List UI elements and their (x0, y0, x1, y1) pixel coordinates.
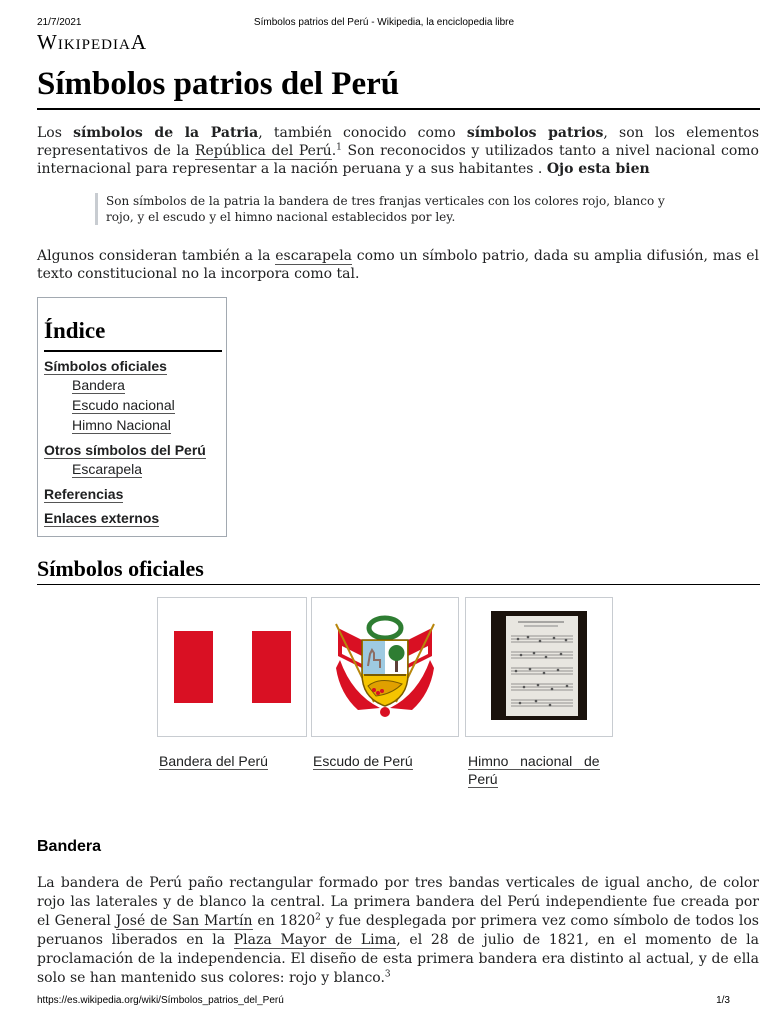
intro-bold-term: símbolos de la Patria (73, 125, 259, 141)
table-of-contents (37, 297, 227, 537)
toc-divider (44, 350, 222, 352)
intro-text: Son reconocidos y utilizados tanto a nivel nacional como internacional para representar a la nación peruana y a sus habitantes . (37, 143, 759, 177)
caption-link: Bandera del Perú (159, 753, 268, 769)
gallery-item-himno[interactable] (465, 597, 613, 737)
wikipedia-wordmark[interactable] (37, 30, 147, 55)
caption-link: Himno nacional de (468, 753, 600, 769)
gallery-caption-escudo[interactable] (313, 752, 413, 770)
gallery-caption-bandera[interactable] (159, 752, 268, 770)
toc-item-label: Himno Nacional (72, 417, 171, 433)
caption-link: Perú (468, 771, 498, 787)
toc-item-simbolos-oficiales[interactable] (44, 358, 167, 374)
gallery-caption-himno[interactable] (468, 752, 609, 788)
reference-3[interactable]: 3 (384, 969, 391, 980)
title-divider (37, 108, 760, 110)
print-page-number: 1/3 (716, 995, 730, 1006)
intro-bold-term: símbolos patrios (466, 125, 604, 141)
toc-title: Índice (44, 318, 106, 343)
himno-sheet-music-image (466, 598, 612, 736)
section-divider (37, 584, 760, 585)
wordmark-first: W (37, 30, 58, 54)
blockquote: Son símbolos de la patria la bandera de tres franjas verticales con los colores rojo, blanco y rojo, y el escudo y el himno nacional establecidos por ley. (95, 193, 686, 225)
toc-item-label: Enlaces externos (44, 510, 160, 526)
toc-item-otros-simbolos[interactable] (44, 442, 206, 458)
wordmark-rest: ikipedia (57, 30, 131, 54)
escarapela-paragraph (37, 247, 759, 283)
para-text: y fue desplegada por primera vez como símbolo de todos los peruanos liberados en la (37, 913, 759, 948)
toc-item-enlaces-externos[interactable] (44, 510, 159, 526)
print-date: 21/7/2021 (37, 17, 82, 28)
page-title: Símbolos patrios del Perú (37, 66, 400, 102)
toc-item-bandera[interactable] (72, 377, 125, 393)
print-url: https://es.wikipedia.org/wiki/Símbolos_patrios_del_Perú (37, 995, 284, 1006)
link-plaza-mayor-de-lima[interactable]: Plaza Mayor de Lima (233, 932, 397, 948)
subsection-heading-bandera: Bandera (37, 838, 102, 855)
link-jose-de-san-martin[interactable]: José de San Martín (115, 913, 253, 929)
toc-item-label: Escudo nacional (72, 397, 175, 413)
intro-text: Los (37, 125, 74, 141)
toc-item-label: Símbolos oficiales (44, 358, 167, 374)
intro-text: , son los elementos representativos de la (37, 125, 759, 159)
intro-text: , también conocido como (258, 125, 467, 141)
peru-flag-image (158, 598, 306, 736)
para-text: Algunos consideran también a la (37, 248, 276, 264)
para-text: , el 28 de julio de 1821, en el momento de la proclamación de la independencia. El diseño de esta primera bandera era distinto al actual, y de ella solo se han mantenido sus colores: rojo y blanco. (37, 932, 759, 986)
wordmark-last: A (130, 30, 147, 54)
link-republica-del-peru[interactable]: República del Perú (194, 143, 332, 159)
para-text: La bandera de Perú paño rectangular formado por tres bandas verticales de igual ancho, de color rojo las laterales y de blanco la central. La primera bandera del Perú independiente fue creada por el General (37, 875, 759, 929)
peru-coat-of-arms-image (312, 598, 458, 736)
reference-1[interactable]: 1 (336, 142, 342, 153)
section-heading-simbolos-oficiales: Símbolos oficiales (37, 556, 204, 581)
intro-bold-note: Ojo esta bien (546, 161, 650, 177)
reference-2[interactable]: 2 (315, 912, 321, 923)
intro-paragraph: Los símbolos de la Patria, también conocido como símbolos patrios, son los elementos representativos de la República del Perú.$^1$ Son reconocidos y utilizados tanto a nivel nacional como internacional para representar a la nación peruana y a sus habitantes . Ojo esta bien (37, 125, 759, 177)
bandera-paragraph (37, 874, 759, 988)
print-page-title: Símbolos patrios del Perú - Wikipedia, la enciclopedia libre (253, 17, 515, 28)
toc-item-label: Escarapela (72, 461, 143, 477)
toc-item-label: Bandera (72, 377, 125, 393)
link-escarapela[interactable]: escarapela (275, 248, 353, 264)
toc-item-escudo-nacional[interactable] (72, 397, 175, 413)
toc-item-label: Referencias (44, 486, 124, 502)
para-text: en 1820 (252, 913, 316, 929)
toc-item-referencias[interactable] (44, 486, 123, 502)
gallery-item-bandera[interactable] (157, 597, 307, 737)
para-text: como un símbolo patrio, dada su amplia difusión, mas el texto constitucional no la incorpora como tal. (37, 248, 759, 282)
toc-item-escarapela[interactable] (72, 461, 142, 477)
caption-link: Escudo de Perú (313, 753, 413, 769)
gallery-item-escudo[interactable] (311, 597, 459, 737)
toc-item-himno-nacional[interactable] (72, 417, 171, 433)
toc-item-label: Otros símbolos del Perú (44, 442, 206, 458)
